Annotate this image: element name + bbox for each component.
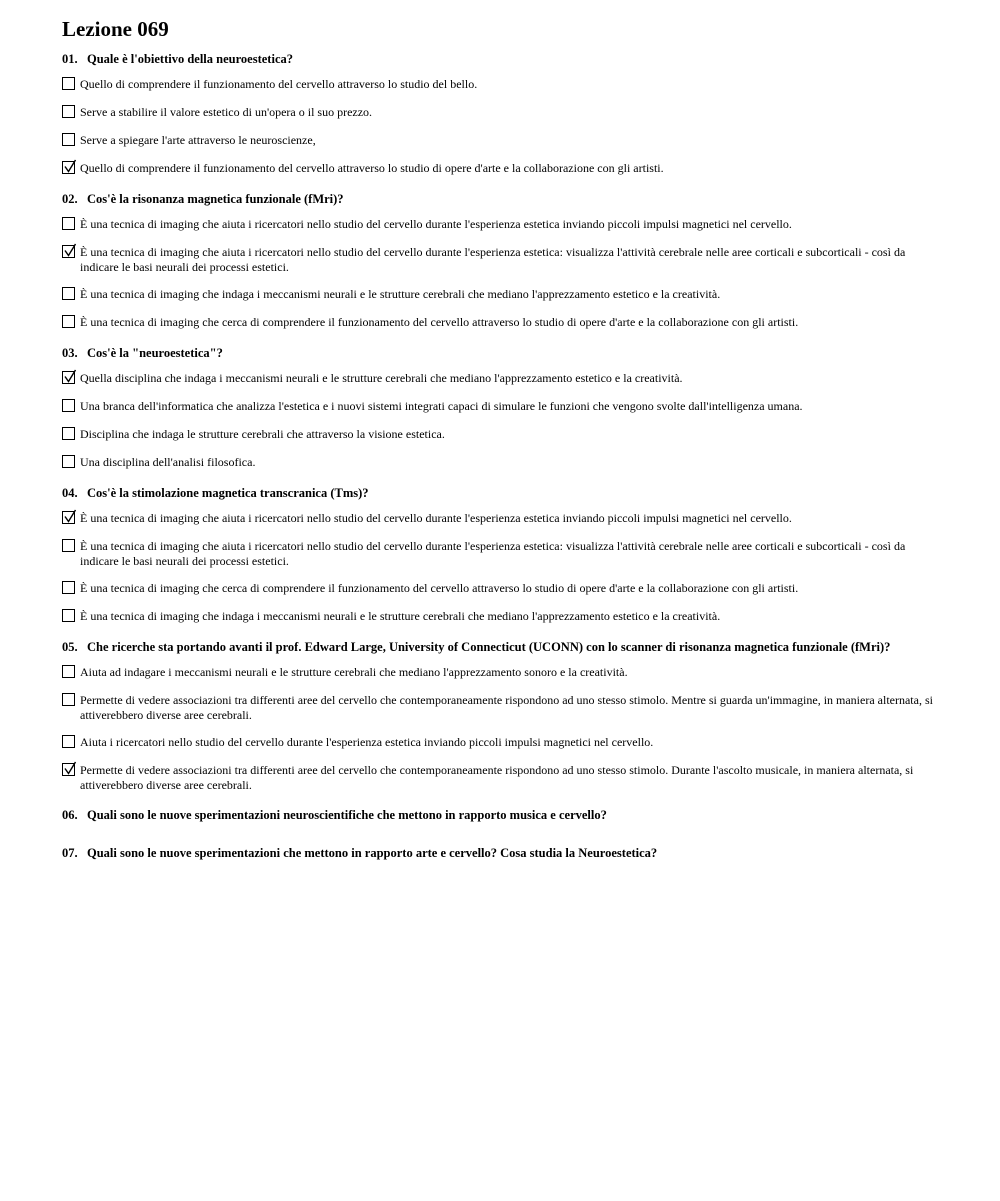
question-number: 07. <box>62 846 78 860</box>
checkbox-checked[interactable] <box>62 371 75 384</box>
answer-text: Serve a stabilire il valore estetico di un'opera o il suo prezzo. <box>80 105 373 119</box>
question-text: Cos'è la "neuroestetica"? <box>87 346 223 360</box>
answer-text: È una tecnica di imaging che cerca di comprendere il funzionamento del cervello attraverso lo studio di opere d'arte e la collaborazione con gli artisti. <box>80 315 799 329</box>
checkbox-checked[interactable] <box>62 245 75 258</box>
answer-list <box>62 665 938 793</box>
answer-option[interactable] <box>62 427 938 443</box>
answer-option[interactable] <box>62 371 938 387</box>
checkmark-icon <box>63 369 77 384</box>
answer-option[interactable] <box>62 609 938 625</box>
answer-text: È una tecnica di imaging che aiuta i ricercatori nello studio del cervello durante l'esperienza estetica: visualizza l'attività cerebrale nelle aree corticali e subcorticali - così da indicare le basi neurali dei processi estetici. <box>80 245 906 274</box>
answer-text: È una tecnica di imaging che indaga i meccanismi neurali e le strutture cerebrali che mediano l'apprezzamento estetico e la creatività. <box>80 287 721 301</box>
answer-option[interactable] <box>62 693 938 723</box>
answer-option[interactable] <box>62 735 938 751</box>
answer-text: Aiuta i ricercatori nello studio del cervello durante l'esperienza estetica inviando piccoli impulsi magnetici nel cervello. <box>80 735 654 749</box>
answer-option[interactable] <box>62 161 938 177</box>
answer-text: Quella disciplina che indaga i meccanismi neurali e le strutture cerebrali che mediano l'apprezzamento estetico e la creatività. <box>80 371 683 385</box>
answer-list <box>62 511 938 625</box>
answer-text: Serve a spiegare l'arte attraverso le neuroscienze, <box>80 133 316 147</box>
question-block <box>62 639 938 793</box>
checkmark-icon <box>63 761 77 776</box>
answer-text: Quello di comprendere il funzionamento del cervello attraverso lo studio del bello. <box>80 77 478 91</box>
answer-text: È una tecnica di imaging che aiuta i ricercatori nello studio del cervello durante l'esperienza estetica inviando piccoli impulsi magnetici nel cervello. <box>80 217 792 231</box>
checkmark-icon <box>63 243 77 258</box>
question-block <box>62 485 938 625</box>
question-number: 06. <box>62 808 78 822</box>
answer-text: Disciplina che indaga le strutture cerebrali che attraverso la visione estetica. <box>80 427 445 441</box>
answer-option[interactable] <box>62 77 938 93</box>
checkbox-unchecked[interactable] <box>62 399 75 412</box>
question-heading <box>62 485 938 501</box>
question-text: Quali sono le nuove sperimentazioni che mettono in rapporto arte e cervello? Cosa studia la Neuroestetica? <box>87 846 658 860</box>
answer-option[interactable] <box>62 581 938 597</box>
checkbox-unchecked[interactable] <box>62 315 75 328</box>
answer-option[interactable] <box>62 511 938 527</box>
question-block <box>62 51 938 177</box>
checkbox-unchecked[interactable] <box>62 581 75 594</box>
answer-text: È una tecnica di imaging che aiuta i ricercatori nello studio del cervello durante l'esperienza estetica inviando piccoli impulsi magnetici nel cervello. <box>80 511 792 525</box>
checkbox-unchecked[interactable] <box>62 217 75 230</box>
answer-option[interactable] <box>62 105 938 121</box>
question-number: 04. <box>62 486 78 500</box>
answer-option[interactable] <box>62 245 938 275</box>
answer-text: Quello di comprendere il funzionamento del cervello attraverso lo studio di opere d'arte e la collaborazione con gli artisti. <box>80 161 664 175</box>
answer-text: Una branca dell'informatica che analizza l'estetica e i nuovi sistemi integrati capaci di simulare le funzioni che vengono svolte dall'intelligenza umana. <box>80 399 803 413</box>
checkmark-icon <box>63 159 77 174</box>
answer-list <box>62 371 938 471</box>
answer-text: È una tecnica di imaging che cerca di comprendere il funzionamento del cervello attraverso lo studio di opere d'arte e la collaborazione con gli artisti. <box>80 581 799 595</box>
checkbox-unchecked[interactable] <box>62 693 75 706</box>
question-heading <box>62 845 938 861</box>
answer-option[interactable] <box>62 217 938 233</box>
checkbox-unchecked[interactable] <box>62 133 75 146</box>
checkbox-checked[interactable] <box>62 763 75 776</box>
checkbox-unchecked[interactable] <box>62 427 75 440</box>
question-block <box>62 845 938 861</box>
question-block <box>62 191 938 331</box>
question-heading <box>62 345 938 361</box>
checkbox-unchecked[interactable] <box>62 77 75 90</box>
answer-option[interactable] <box>62 455 938 471</box>
answer-text: Una disciplina dell'analisi filosofica. <box>80 455 256 469</box>
answer-list <box>62 77 938 177</box>
checkbox-unchecked[interactable] <box>62 609 75 622</box>
checkbox-checked[interactable] <box>62 161 75 174</box>
answer-option[interactable] <box>62 763 938 793</box>
answer-list <box>62 217 938 331</box>
question-list <box>62 51 938 861</box>
answer-option[interactable] <box>62 399 938 415</box>
answer-option[interactable] <box>62 287 938 303</box>
answer-option[interactable] <box>62 315 938 331</box>
checkbox-unchecked[interactable] <box>62 735 75 748</box>
question-number: 03. <box>62 346 78 360</box>
question-block <box>62 807 938 823</box>
question-heading <box>62 51 938 67</box>
answer-text: Permette di vedere associazioni tra differenti aree del cervello che contemporaneamente rispondono ad uno stesso stimolo. Mentre si guarda un'immagine, in maniera alternata, si attiverebbero diverse aree cerebrali. <box>80 693 933 722</box>
checkmark-icon <box>63 509 77 524</box>
question-block <box>62 345 938 471</box>
question-text: Che ricerche sta portando avanti il prof. Edward Large, University of Connecticut (UCONN) con lo scanner di risonanza magnetica funzionale (fMri)? <box>87 640 891 654</box>
question-text: Cos'è la risonanza magnetica funzionale (fMri)? <box>87 192 344 206</box>
question-heading <box>62 191 938 207</box>
question-text: Quale è l'obiettivo della neuroestetica? <box>87 52 293 66</box>
answer-option[interactable] <box>62 665 938 681</box>
checkbox-unchecked[interactable] <box>62 539 75 552</box>
question-heading <box>62 639 938 655</box>
page-title: Lezione 069 <box>62 17 169 41</box>
question-heading <box>62 807 938 823</box>
answer-text: È una tecnica di imaging che indaga i meccanismi neurali e le strutture cerebrali che mediano l'apprezzamento estetico e la creatività. <box>80 609 721 623</box>
checkbox-checked[interactable] <box>62 511 75 524</box>
checkbox-unchecked[interactable] <box>62 455 75 468</box>
checkbox-unchecked[interactable] <box>62 665 75 678</box>
answer-option[interactable] <box>62 539 938 569</box>
answer-text: Permette di vedere associazioni tra differenti aree del cervello che contemporaneamente rispondono ad uno stesso stimolo. Durante l'ascolto musicale, in maniera alternata, si attiverebbero diverse aree cerebrali. <box>80 763 914 792</box>
answer-text: È una tecnica di imaging che aiuta i ricercatori nello studio del cervello durante l'esperienza estetica: visualizza l'attività cerebrale nelle aree corticali e subcorticali - così da indicare le basi neurali dei processi estetici. <box>80 539 906 568</box>
checkbox-unchecked[interactable] <box>62 105 75 118</box>
question-number: 01. <box>62 52 78 66</box>
question-number: 02. <box>62 192 78 206</box>
answer-option[interactable] <box>62 133 938 149</box>
checkbox-unchecked[interactable] <box>62 287 75 300</box>
answer-text: Aiuta ad indagare i meccanismi neurali e le strutture cerebrali che mediano l'apprezzamento sonoro e la creatività. <box>80 665 628 679</box>
question-text: Quali sono le nuove sperimentazioni neuroscientifiche che mettono in rapporto musica e cervello? <box>87 808 607 822</box>
question-text: Cos'è la stimolazione magnetica transcranica (Tms)? <box>87 486 369 500</box>
question-number: 05. <box>62 640 78 654</box>
